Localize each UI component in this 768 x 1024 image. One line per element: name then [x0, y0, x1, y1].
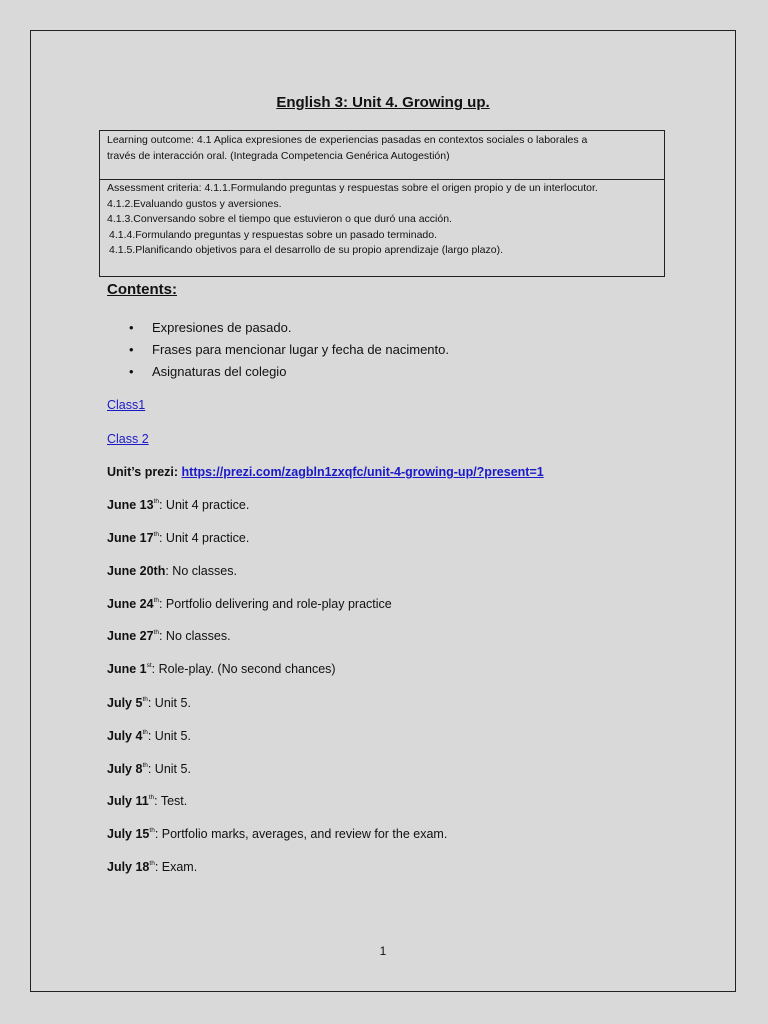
class2-link[interactable]: Class 2	[107, 432, 149, 446]
bullet-icon: •	[129, 364, 134, 379]
bullet-icon: •	[129, 320, 134, 335]
class1-link[interactable]: Class1	[107, 398, 146, 412]
list-item	[107, 361, 449, 383]
assessment-criteria-line: 4.1.3.Conversando sobre el tiempo que estuvieron o que duró una acción.	[107, 213, 452, 225]
list-item	[107, 339, 449, 361]
schedule-text: : Unit 5.	[147, 696, 191, 710]
schedule-text: : Role-play. (No second chances)	[151, 662, 336, 676]
schedule-date: July 8	[107, 762, 143, 776]
schedule-text: : No classes.	[158, 629, 231, 643]
date-suffix: th	[149, 827, 155, 834]
date-suffix: th	[153, 531, 159, 538]
contents-heading: Contents:	[107, 281, 177, 298]
schedule-text: : No classes.	[165, 564, 237, 578]
schedule-date: June 20th	[107, 564, 166, 578]
document-page	[30, 30, 736, 992]
schedule-date: June 27	[107, 629, 154, 643]
schedule-date: July 5	[107, 696, 143, 710]
learning-outcome-line: través de interacción oral. (Integrada Competencia Genérica Autogestión)	[107, 149, 450, 162]
assessment-criteria-line: 4.1.4.Formulando preguntas y respuestas sobre un pasado terminado.	[109, 228, 438, 241]
schedule-entry	[107, 597, 392, 611]
date-suffix: th	[142, 762, 148, 769]
list-item	[107, 317, 449, 339]
criteria-table	[99, 130, 665, 277]
prezi-paragraph	[107, 465, 544, 479]
schedule-entry	[107, 696, 191, 710]
schedule-entry	[107, 564, 237, 578]
schedule-text: : Portfolio marks, averages, and review for the exam.	[154, 827, 448, 841]
schedule-date: June 24	[107, 597, 154, 611]
date-suffix: th	[142, 696, 148, 703]
schedule-date: July 4	[107, 729, 143, 743]
document-title: English 3: Unit 4. Growing up.	[276, 94, 490, 111]
schedule-text: : Test.	[154, 794, 188, 808]
prezi-link[interactable]: https://prezi.com/zagbln1zxqfc/unit-4-growing-up/?present=1	[181, 465, 544, 479]
schedule-date: July 11	[107, 794, 149, 808]
date-suffix: th	[153, 498, 159, 505]
schedule-entry	[107, 729, 191, 743]
schedule-text: : Unit 5.	[147, 762, 191, 776]
assessment-criteria-line: 4.1.2.Evaluando gustos y aversiones.	[107, 197, 282, 210]
schedule-text: : Unit 4 practice.	[158, 498, 250, 512]
schedule-date: June 1	[107, 662, 147, 676]
assessment-criteria-cell	[100, 180, 664, 276]
schedule-entry	[107, 794, 187, 808]
assessment-criteria-line: Assessment criteria: 4.1.1.Formulando preguntas y respuestas sobre el origen propio y de un interlocutor.	[107, 182, 598, 194]
learning-outcome-cell	[100, 131, 664, 180]
schedule-date: July 18	[107, 860, 150, 874]
schedule-entry	[107, 498, 249, 512]
schedule-entry	[107, 662, 336, 676]
schedule-text: : Unit 5.	[147, 729, 191, 743]
schedule-entry	[107, 531, 249, 545]
schedule-date: June 17	[107, 531, 154, 545]
schedule-entry	[107, 860, 197, 874]
bullet-icon: •	[129, 342, 134, 357]
prezi-label: Unit’s prezi:	[107, 465, 182, 479]
date-suffix: th	[149, 860, 155, 867]
schedule-text: : Exam.	[154, 860, 198, 874]
class2-paragraph	[107, 432, 149, 446]
schedule-date: July 15	[107, 827, 150, 841]
list-item-text: Frases para mencionar lugar y fecha de nacimento.	[152, 342, 449, 357]
date-suffix: th	[148, 794, 155, 801]
class1-paragraph	[107, 398, 145, 412]
schedule-entry	[107, 629, 231, 643]
list-item-text: Expresiones de pasado.	[152, 320, 292, 335]
date-suffix: th	[153, 597, 159, 604]
date-suffix: th	[153, 629, 159, 636]
page-number: 1	[379, 944, 387, 958]
list-item-text: Asignaturas del colegio	[152, 364, 287, 379]
date-suffix: th	[142, 729, 148, 736]
contents-list	[107, 317, 449, 383]
assessment-criteria-line: 4.1.5.Planificando objetivos para el desarrollo de su propio aprendizaje (largo plazo).	[109, 244, 503, 256]
schedule-date: June 13	[107, 498, 154, 512]
schedule-text: : Portfolio delivering and role-play practice	[158, 597, 392, 611]
schedule-entry	[107, 762, 191, 776]
schedule-text: : Unit 4 practice.	[158, 531, 250, 545]
date-suffix: st	[146, 662, 152, 669]
learning-outcome-line: Learning outcome: 4.1 Aplica expresiones de experiencias pasadas en contextos sociales o laborales a	[107, 134, 588, 146]
schedule-entry	[107, 827, 447, 841]
